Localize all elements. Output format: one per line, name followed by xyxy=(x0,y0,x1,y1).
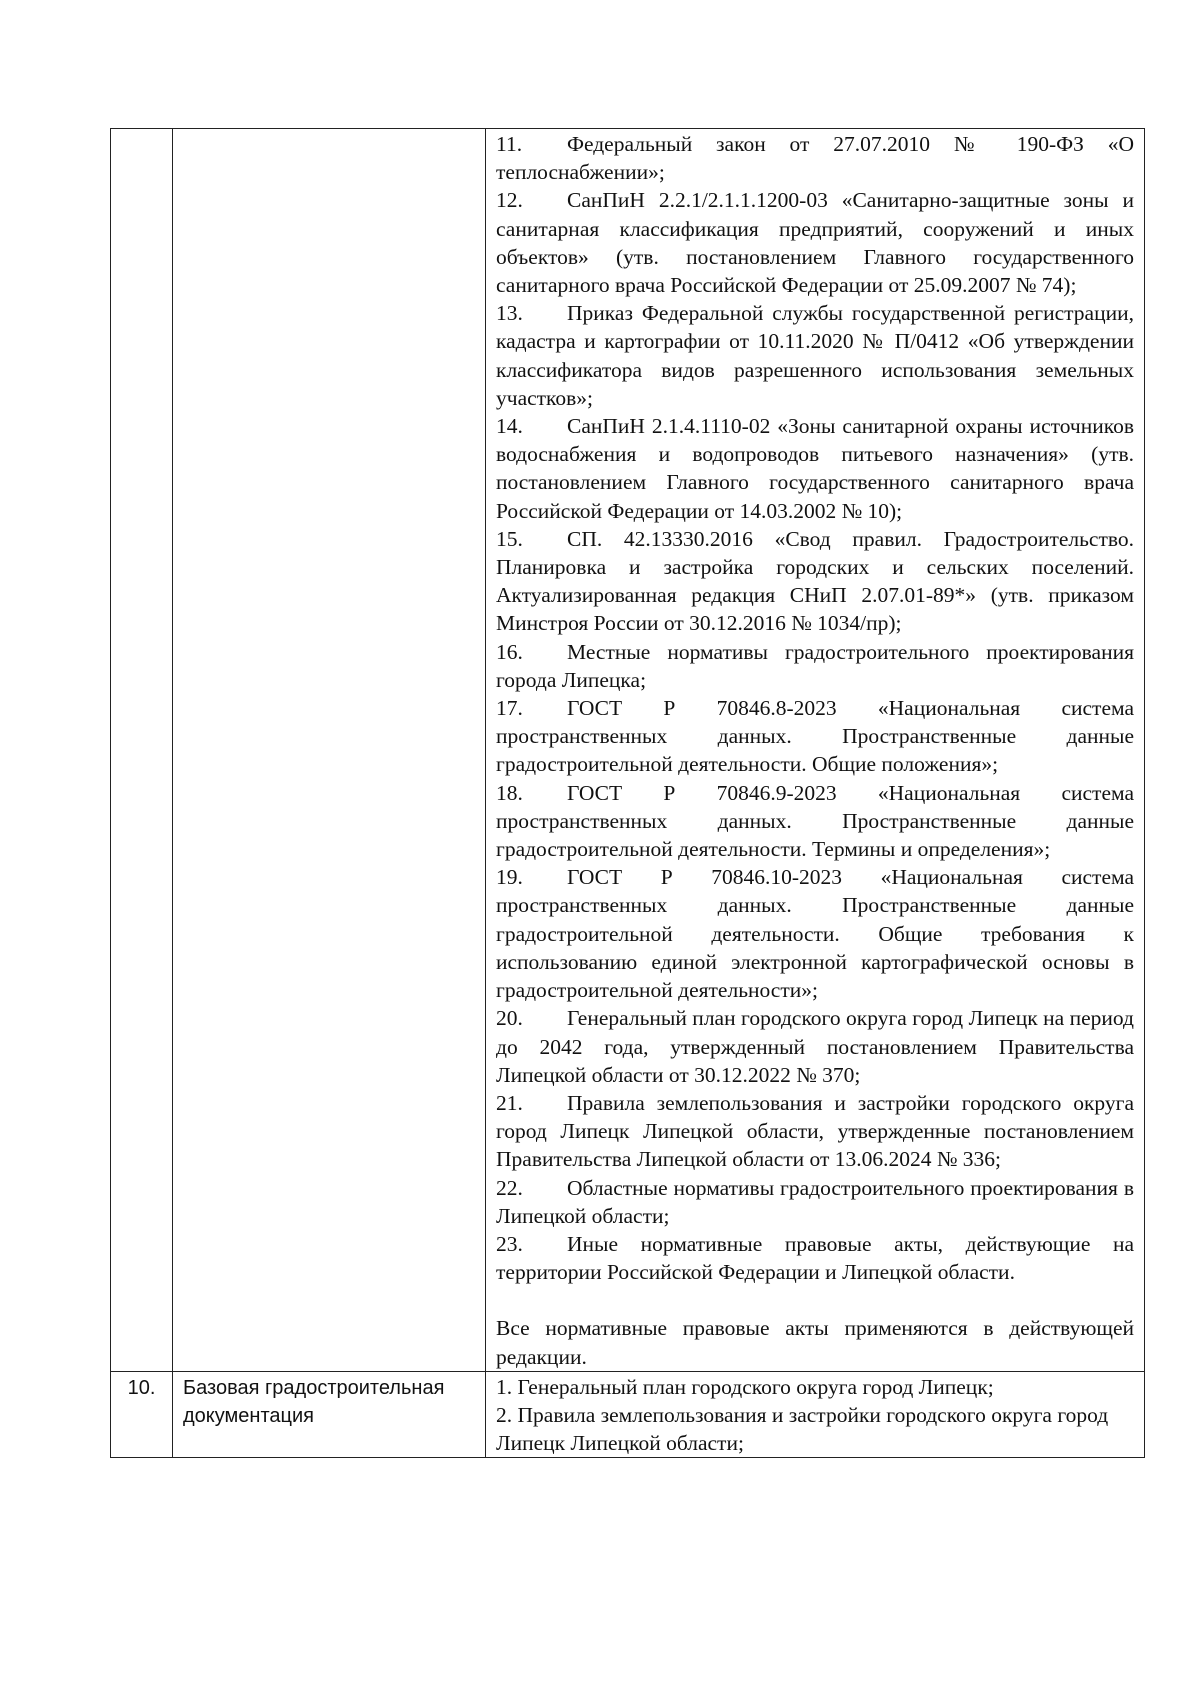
list-item xyxy=(496,1230,1134,1286)
cell-number-empty xyxy=(111,129,173,1372)
list-item-number: 11. xyxy=(496,132,523,156)
list-item xyxy=(496,130,1134,186)
list-item-text: СанПиН 2.2.1/2.1.1.1200-03 «Санитарно-защитные зоны и санитарная классификация предприятий, сооружений и иных объектов» (утв. постановлением Главного государственного санитарного врача Российской Федерации от 25.09.2007 № 74); xyxy=(496,188,1134,298)
list-item-text: СП. 42.13330.2016 «Свод правил. Градостроительство. Планировка и застройка городских и сельских поселений. Актуализированная редакция СНиП 2.07.01-89*» (утв. приказом Минстроя России от 30.12.2016 № 1034/пр); xyxy=(496,526,1134,636)
list-item xyxy=(496,412,1134,525)
list-item-number: 22. xyxy=(496,1175,523,1200)
cell-name-empty xyxy=(173,129,486,1372)
list-item-number: 16. xyxy=(496,639,523,664)
list-item-text: ГОСТ Р 70846.9-2023 «Национальная система пространственных данных. Пространственные данные градостроительной деятельности. Термины и определения»; xyxy=(496,780,1134,862)
list-item-text: ГОСТ Р 70846.10-2023 «Национальная система пространственных данных. Пространственные данные градостроительной деятельности. Общие требования к использованию единой электронной картографической основы в градостроительной деятельности»; xyxy=(496,865,1134,1003)
list-item xyxy=(496,186,1134,299)
list-item-number: 17. xyxy=(496,696,523,721)
list-item-text: Местные нормативы градостроительного проектирования города Липецка; xyxy=(496,639,1134,692)
list-item: 2. Правила землепользования и застройки городского округа город Липецк Липецкой области; xyxy=(496,1402,1109,1456)
list-item-text: ГОСТ Р 70846.8-2023 «Национальная система пространственных данных. Пространственные данные градостроительной деятельности. Общие положения»; xyxy=(496,696,1134,777)
list-item-number: 18. xyxy=(496,780,523,805)
list-item-number: 23. xyxy=(496,1231,523,1256)
list-item xyxy=(496,1004,1134,1089)
list-item-number: 14. xyxy=(496,414,523,439)
list-item xyxy=(496,1089,1134,1174)
list-item: 1. Генеральный план городского округа город Липецк; xyxy=(496,1374,994,1399)
list-item-number: 19. xyxy=(496,865,523,890)
table-row-10 xyxy=(111,1371,1145,1458)
list-item-number: 21. xyxy=(496,1090,523,1115)
list-item-text: Генеральный план городского округа город Липецк на период до 2042 года, утвержденный постановлением Правительства Липецкой области от 30.12.2022 № 370; xyxy=(496,1006,1134,1087)
list-item xyxy=(496,694,1134,779)
document-table xyxy=(110,128,1145,1458)
list-item-text: Федеральный закон от 27.07.2010 № 190-ФЗ «О теплоснабжении»; xyxy=(496,132,1134,185)
list-item-text: Областные нормативы градостроительного проектирования в Липецкой области; xyxy=(496,1175,1134,1228)
list-item-text: Иные нормативные правовые акты, действующие на территории Российской Федерации и Липецкой области. xyxy=(496,1231,1134,1285)
row-name: Базовая градостроительная документация xyxy=(173,1371,486,1458)
list-item xyxy=(496,1174,1134,1230)
list-item xyxy=(496,299,1134,412)
list-item-number: 15. xyxy=(496,526,523,551)
table-row-continuation xyxy=(111,129,1145,1372)
list-item-text: СанПиН 2.1.4.1110-02 «Зоны санитарной охраны источников водоснабжения и водопроводов питьевого назначения» (утв. постановлением Главного государственного санитарного врача Российской Федерации от 14.03.2002 № 10); xyxy=(496,414,1134,523)
regulations-note: Все нормативные правовые акты применяются в действующей редакции. xyxy=(496,1316,1134,1369)
list-item-number: 12. xyxy=(496,188,523,213)
list-item-text: Приказ Федеральной службы государственной регистрации, кадастра и картографии от 10.11.2020 № П/0412 «Об утверждении классификатора видов разрешенного использования земельных участков»; xyxy=(496,301,1134,410)
list-item-number: 13. xyxy=(496,301,523,326)
cell-content-base-docs xyxy=(486,1371,1145,1458)
list-item xyxy=(496,638,1134,694)
list-item xyxy=(496,525,1134,638)
list-item-number: 20. xyxy=(496,1006,523,1031)
list-item xyxy=(496,863,1134,1004)
list-item xyxy=(496,779,1134,864)
regulations-list xyxy=(496,130,1134,1286)
row-number: 10. xyxy=(111,1371,173,1458)
cell-content-regulations xyxy=(486,129,1145,1372)
list-item-text: Правила землепользования и застройки городского округа город Липецк Липецкой области, утвержденные постановлением Правительства Липецкой области от 13.06.2024 № 336; xyxy=(496,1090,1134,1172)
